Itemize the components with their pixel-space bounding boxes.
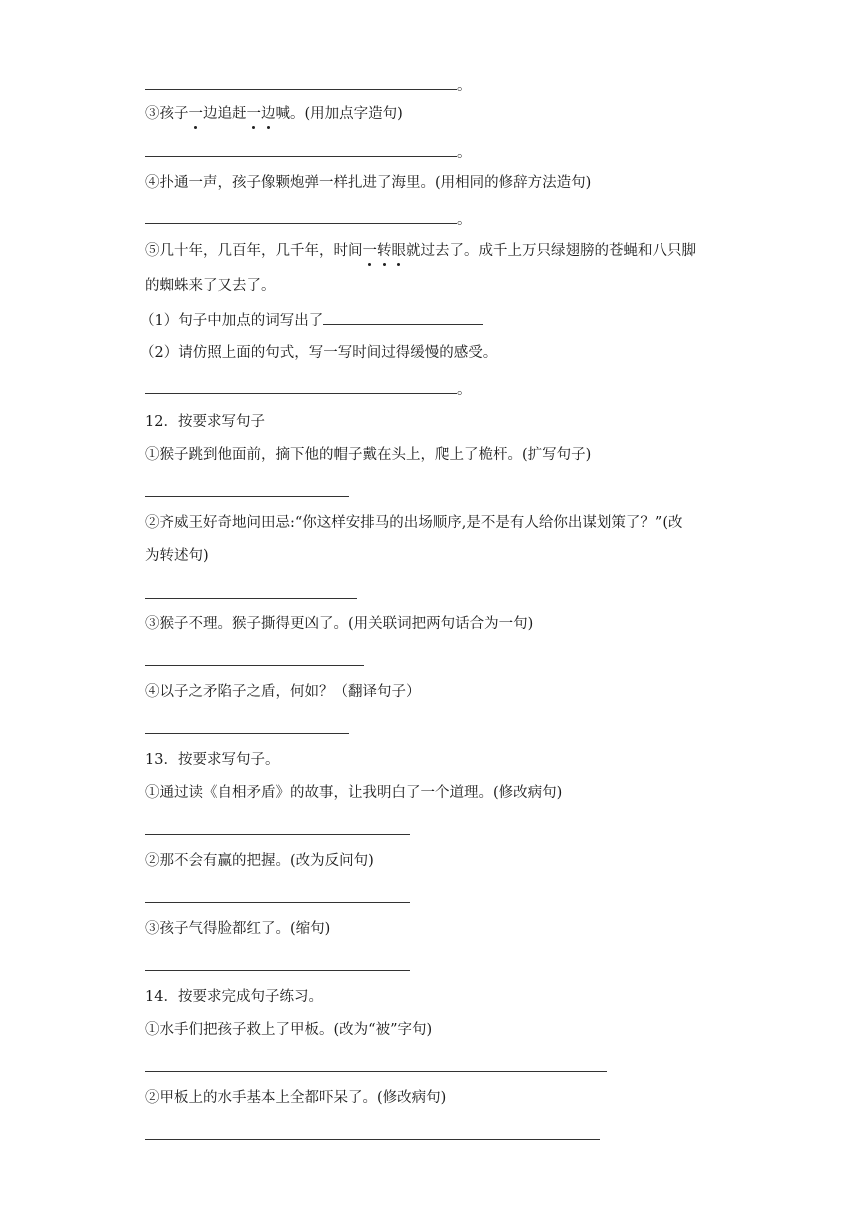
answer-blank[interactable] — [145, 1127, 600, 1140]
q12-sentence-2-cont: 为转述句) — [145, 548, 209, 564]
q12-sentence-2: ②齐威王好奇地问田忌:“你这样安排马的出场顺序,是不是有人给你出谋划策了？”(改 — [145, 515, 683, 531]
q11-sentence-5-cont: 的蜘蛛来了又去了。 — [145, 278, 276, 294]
dotted-char: 边 — [261, 106, 276, 122]
q14-sentence-1: ①水手们把孩子救上了甲板。(改为“被”字句) — [145, 1022, 433, 1038]
text: （1）句子中加点的词写出了 — [140, 313, 324, 329]
q14-sentence-2: ②甲板上的水手基本上全都吓呆了。(修改病句) — [145, 1090, 447, 1106]
answer-blank[interactable] — [145, 653, 364, 666]
answer-line[interactable] — [145, 483, 349, 503]
q12-sentence-4: ④以子之矛陷子之盾，何如？（翻译句子） — [145, 684, 421, 700]
answer-blank[interactable] — [145, 586, 357, 599]
answer-blank[interactable] — [145, 890, 410, 903]
answer-line[interactable] — [145, 380, 472, 400]
end-mark: 。 — [457, 78, 472, 94]
text: 边追赶 — [203, 106, 247, 122]
answer-line[interactable] — [145, 1058, 607, 1078]
answer-blank[interactable] — [323, 312, 483, 325]
end-mark: 。 — [457, 145, 472, 161]
q12-title: 12．按要求写句子 — [145, 414, 265, 430]
q13-sentence-2: ②那不会有赢的把握。(改为反问句) — [145, 853, 374, 869]
answer-blank[interactable] — [145, 77, 457, 90]
q13-title: 13．按要求写句子。 — [145, 752, 280, 768]
text: ⑤几十年，几百年，几千年，时间 — [145, 243, 363, 259]
end-mark: 。 — [457, 212, 472, 228]
answer-blank[interactable] — [145, 721, 349, 734]
answer-line[interactable] — [145, 889, 410, 909]
answer-blank[interactable] — [145, 484, 349, 497]
answer-line[interactable] — [145, 1126, 600, 1146]
answer-line[interactable] — [145, 143, 472, 163]
text: ③孩子 — [145, 106, 189, 122]
answer-line[interactable] — [145, 720, 349, 740]
q13-sentence-1: ①通过读《自相矛盾》的故事，让我明白了一个道理。(修改病句) — [145, 785, 563, 801]
answer-blank[interactable] — [145, 822, 410, 835]
text: 就过去了。成千上万只绿翅膀的苍蝇和八只脚 — [406, 243, 696, 259]
q14-title: 14．按要求完成句子练习。 — [145, 989, 323, 1005]
answer-blank[interactable] — [145, 958, 410, 971]
answer-line[interactable] — [145, 585, 357, 605]
dotted-char: 一 — [246, 106, 261, 122]
end-mark: 。 — [457, 382, 472, 398]
answer-blank[interactable] — [145, 144, 457, 157]
q11-sentence-5 — [145, 241, 696, 261]
q12-sentence-3: ③猴子不理。猴子撕得更凶了。(用关联词把两句话合为一句) — [145, 616, 534, 632]
dotted-char: 眼 — [391, 243, 406, 259]
q12-sentence-1: ①猴子跳到他面前，摘下他的帽子戴在头上，爬上了桅杆。(扩写句子) — [145, 447, 592, 463]
answer-blank[interactable] — [145, 1059, 607, 1072]
answer-line[interactable] — [145, 210, 472, 230]
q11-subquestion-1 — [140, 311, 483, 331]
dotted-char: 一 — [362, 243, 377, 259]
answer-line[interactable] — [145, 957, 410, 977]
text: 喊。(用加点字造句) — [275, 106, 403, 122]
answer-line[interactable] — [145, 76, 472, 96]
q11-subquestion-2: （2）请仿照上面的句式，写一写时间过得缓慢的感受。 — [140, 345, 498, 361]
answer-blank[interactable] — [145, 211, 457, 224]
q11-sentence-4: ④扑通一声，孩子像颗炮弹一样扎进了海里。(用相同的修辞方法造句) — [145, 175, 592, 191]
q11-sentence-3 — [145, 104, 403, 124]
dotted-char: 一 — [188, 106, 203, 122]
dotted-char: 转 — [377, 243, 392, 259]
answer-line[interactable] — [145, 652, 364, 672]
answer-blank[interactable] — [145, 381, 457, 394]
q13-sentence-3: ③孩子气得脸都红了。(缩句) — [145, 921, 331, 937]
answer-line[interactable] — [145, 821, 410, 841]
